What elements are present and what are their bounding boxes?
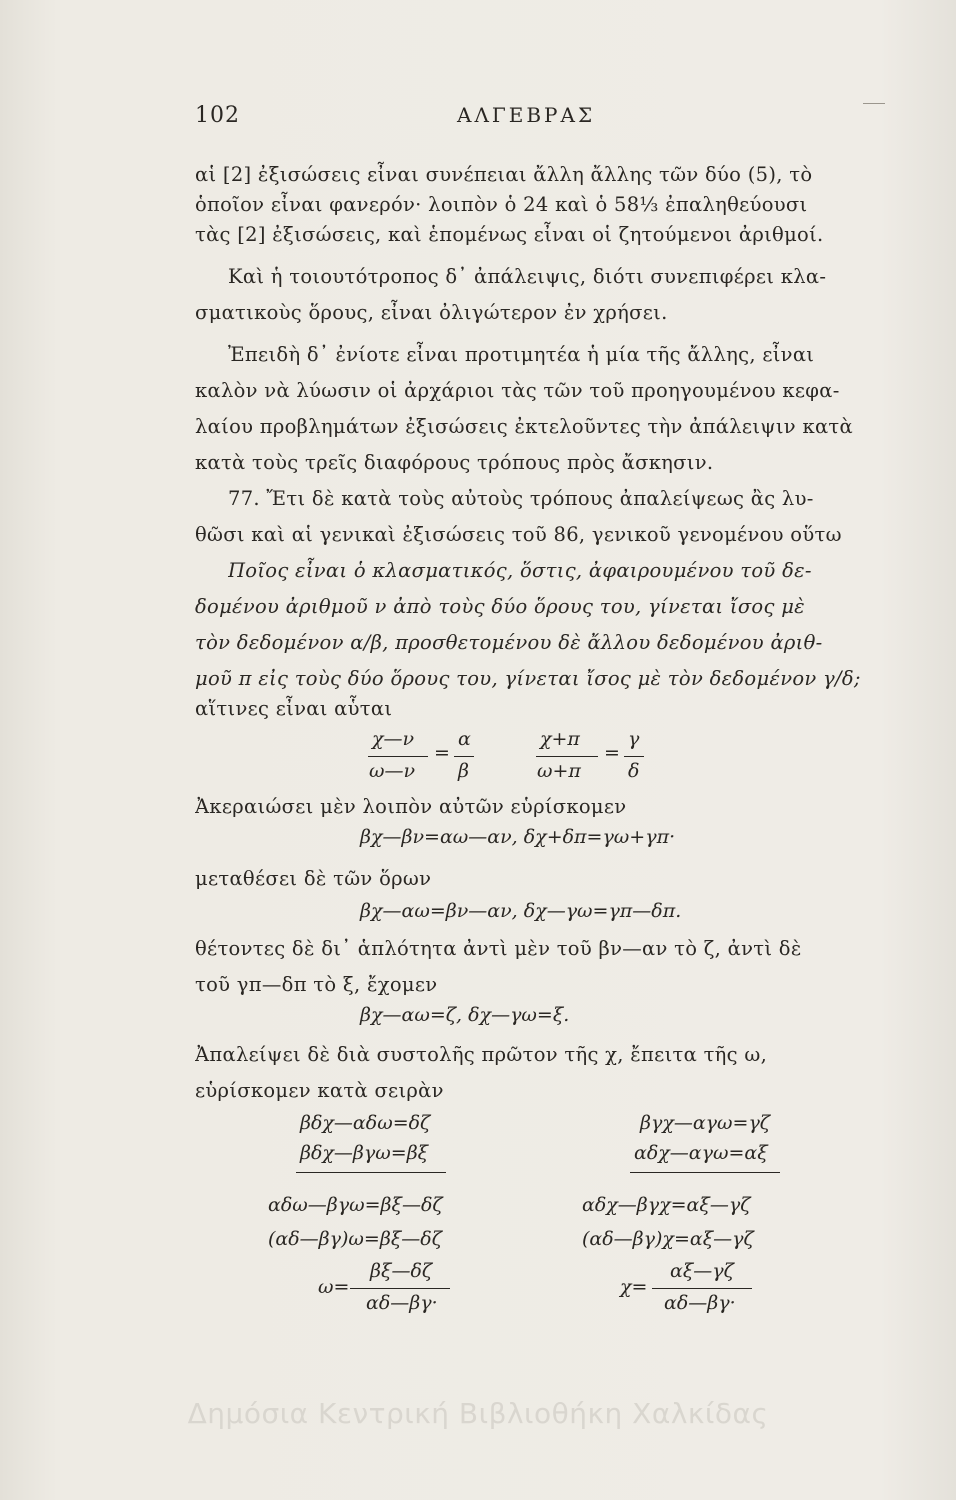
frac2-rhs-denominator: δ xyxy=(628,760,640,782)
right-step-2: αδχ—αγω=αξ xyxy=(634,1142,768,1164)
simplified-equations: βχ—αω=ζ, δχ—γω=ξ. xyxy=(360,1004,570,1026)
intro-integer: Ἀκεραιώσει μὲν λοιπὸν αὐτῶν εὑρίσκομεν xyxy=(195,795,627,818)
text-line-5: σματικοὺς ὅρους, εἶναι ὀλιγώτερον ἐν χρήσει. xyxy=(195,301,668,324)
left-step-2: βδχ—βγω=βξ xyxy=(300,1142,429,1164)
left-step-1: βδχ—αδω=δζ xyxy=(300,1112,431,1134)
right-step-4: (αδ—βγ)χ=αξ—γζ xyxy=(582,1228,754,1250)
frac2-rhs-bar xyxy=(624,756,644,757)
right-step-1: βγχ—αγω=γζ xyxy=(640,1112,771,1134)
intro-eliminate-2: εὑρίσκομεν κατὰ σειρὰν xyxy=(195,1079,444,1102)
text-line-7: καλὸν νὰ λύωσιν οἱ ἀρχάριοι τὰς τῶν τοῦ προηγουμένου κεφα- xyxy=(195,379,840,402)
text-line-4: Καὶ ἡ τοιουτότροπος δ᾿ ἀπάλειψις, διότι συνεπιφέρει κλα- xyxy=(228,265,827,288)
frac1-bar xyxy=(368,756,428,757)
library-watermark: Δημόσια Κεντρική Βιβλιοθήκη Χαλκίδας xyxy=(187,1397,769,1430)
integer-equations: βχ—βν=αω—αν, δχ+δπ=γω+γπ· xyxy=(360,826,676,848)
right-result-denominator: αδ—βγ· xyxy=(664,1292,736,1314)
right-result-lhs: χ= xyxy=(620,1276,648,1298)
frac2-denominator: ω+π xyxy=(537,760,581,782)
intro-eliminate-1: Ἀπαλείψει δὲ διὰ συστολῆς πρῶτον τῆς χ, ἔπειτα τῆς ω, xyxy=(195,1043,768,1066)
transposed-equations: βχ—αω=βν—αν, δχ—γω=γπ—δπ. xyxy=(360,900,682,922)
frac1-numerator: χ—ν xyxy=(372,728,415,750)
left-underline-1 xyxy=(296,1172,446,1173)
text-line-2: ὁποῖον εἶναι φανερόν· λοιπὸν ὁ 24 καὶ ὁ 58⅓ ἐπαληθεύουσι xyxy=(195,193,808,216)
text-line-14: τὸν δεδομένον α/β, προσθετομένου δὲ ἄλλου δεδομένου ἀριθ- xyxy=(195,631,823,654)
frac1-denominator: ω—ν xyxy=(369,760,416,782)
running-title: ΑΛΓΕΒΡΑΣ xyxy=(457,103,596,127)
left-result-bar xyxy=(350,1288,450,1289)
text-line-1: αἱ [2] ἐξισώσεις εἶναι συνέπειαι ἄλλη ἄλλης τῶν δύο (5), τὸ xyxy=(195,163,813,186)
intro-simplify-1: θέτοντες δὲ δι᾿ ἁπλότητα ἀντὶ μὲν τοῦ βν—αν τὸ ζ, ἀντὶ δὲ xyxy=(195,937,802,960)
text-line-13: δομένου ἀριθμοῦ ν ἀπὸ τοὺς δύο ὅρους του, γίνεται ἴσος μὲ xyxy=(195,595,805,618)
right-step-3: αδχ—βγχ=αξ—γζ xyxy=(582,1194,751,1216)
text-line-6: Ἐπειδὴ δ᾿ ἐνίοτε εἶναι προτιμητέα ἡ μία τῆς ἄλλης, εἶναι xyxy=(228,343,815,366)
frac1-rhs-denominator: β xyxy=(458,760,469,782)
frac2-bar xyxy=(536,756,598,757)
left-result-denominator: αδ—βγ· xyxy=(366,1292,438,1314)
page-header xyxy=(195,103,885,133)
left-result-lhs: ω= xyxy=(318,1276,350,1298)
text-line-15: μοῦ π εἰς τοὺς δύο ὅρους του, γίνεται ἴσος μὲ τὸν δεδομένον γ/δ; xyxy=(195,667,861,690)
intro-transpose: μεταθέσει δὲ τῶν ὅρων xyxy=(195,867,432,890)
left-step-3: αδω—βγω=βξ—δζ xyxy=(268,1194,443,1216)
text-line-10: 77. Ἔτι δὲ κατὰ τοὺς αὐτοὺς τρόπους ἀπαλείψεως ἂς λυ- xyxy=(228,487,814,510)
right-result-numerator: αξ—γζ xyxy=(670,1260,734,1282)
text-line-12: Ποῖος εἶναι ὁ κλασματικός, ὅστις, ἀφαιρουμένου τοῦ δε- xyxy=(228,559,812,582)
frac1-rhs-bar xyxy=(454,756,474,757)
frac1-equals: = xyxy=(434,742,450,764)
left-result-numerator: βξ—δζ xyxy=(370,1260,433,1282)
frac2-rhs-numerator: γ xyxy=(628,728,640,750)
page-number: 102 xyxy=(195,103,240,128)
right-underline-1 xyxy=(630,1172,780,1173)
text-line-9: κατὰ τοὺς τρεῖς διαφόρους τρόπους πρὸς ἄσκησιν. xyxy=(195,451,714,474)
text-line-8: λαίου προβλημάτων ἐξισώσεις ἐκτελοῦντες τὴν ἀπάλειψιν κατὰ xyxy=(195,415,853,438)
frac1-rhs-numerator: α xyxy=(458,728,471,750)
intro-simplify-2: τοῦ γπ—δπ τὸ ξ, ἔχομεν xyxy=(195,973,438,996)
text-line-11: θῶσι καὶ αἱ γενικαὶ ἐξισώσεις τοῦ 86, γενικοῦ γενομένου οὕτω xyxy=(195,523,842,546)
text-line-16: αἵτινες εἶναι αὗται xyxy=(195,697,393,720)
header-rule xyxy=(863,103,885,104)
frac2-numerator: χ+π xyxy=(540,728,580,750)
frac2-equals: = xyxy=(604,742,620,764)
left-step-4: (αδ—βγ)ω=βξ—δζ xyxy=(268,1228,443,1250)
right-result-bar xyxy=(652,1288,752,1289)
text-line-3: τὰς [2] ἐξισώσεις, καὶ ἑπομένως εἶναι οἱ ζητούμενοι ἀριθμοί. xyxy=(195,223,824,246)
